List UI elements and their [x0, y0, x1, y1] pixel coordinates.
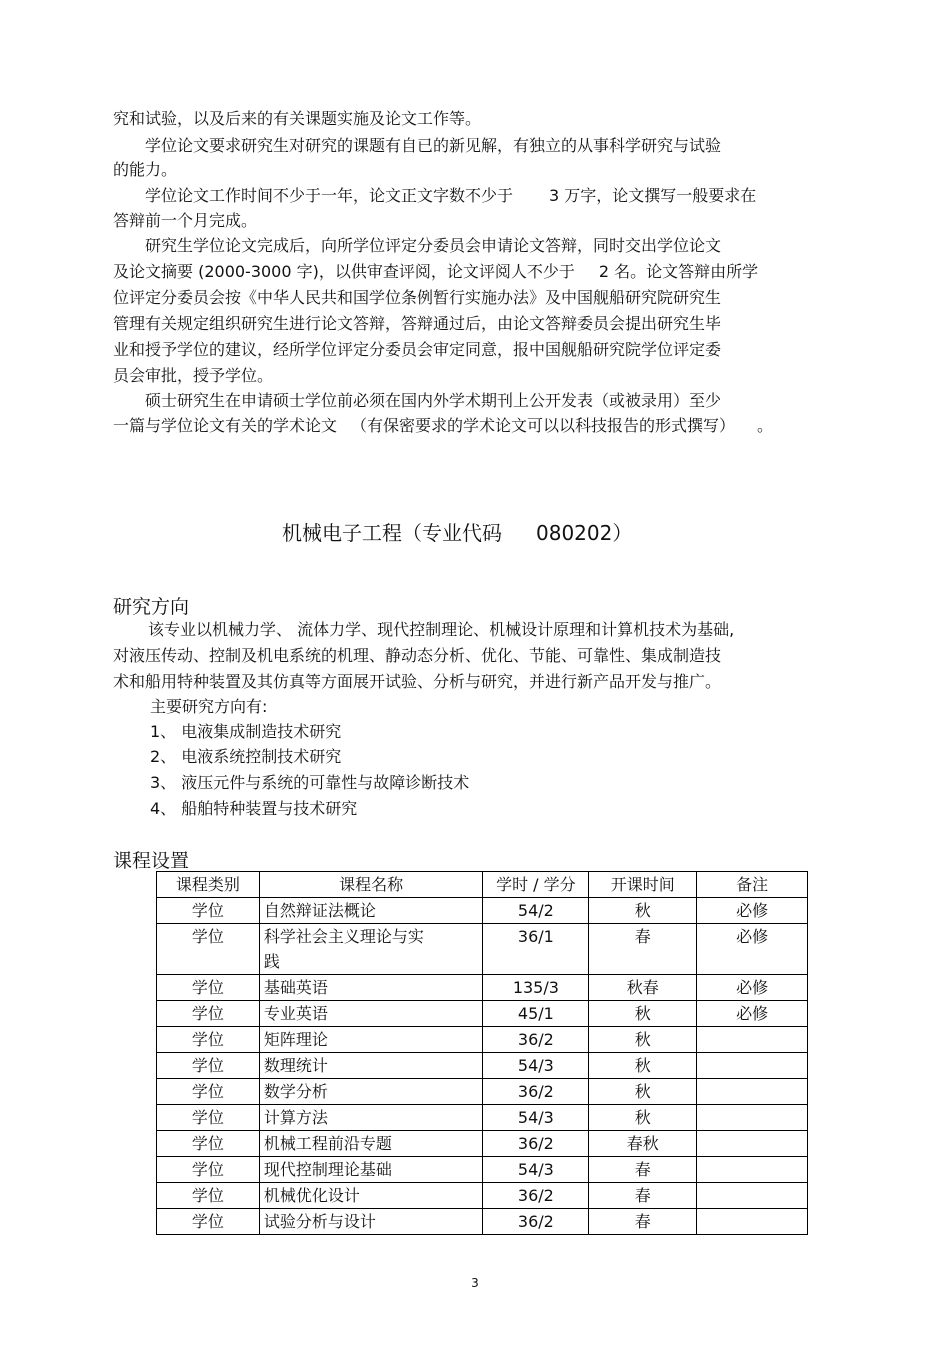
courses-heading: 课程设置: [113, 850, 190, 872]
intro-line-2: 学位论文要求研究生对研究的课题有自已的新见解，有独立的从事科学研究与试验: [145, 136, 722, 155]
table-row: [157, 1079, 808, 1105]
course-name: 自然辩证法概论: [259, 898, 483, 924]
course-term: 秋: [589, 898, 697, 924]
course-note: 必修: [697, 1001, 808, 1027]
table-row: [157, 1027, 808, 1053]
course-term: 秋春: [589, 975, 697, 1001]
section-title: [282, 517, 632, 546]
course-note: [697, 1209, 808, 1235]
course-note: [697, 949, 808, 975]
intro-line-5: 答辩前一个月完成。: [113, 211, 258, 230]
course-name: 计算方法: [259, 1105, 483, 1131]
course-note: [697, 1105, 808, 1131]
intro-line-10: 业和授予学位的建议，经所学位评定分委员会审定同意，报中国舰船研究院学位评定委: [113, 340, 722, 359]
course-note: 必修: [697, 898, 808, 924]
course-hours: 36/2: [483, 1079, 589, 1105]
table-row: [157, 1209, 808, 1235]
table-row: [157, 898, 808, 924]
table-header-row: [157, 872, 808, 898]
course-category: 学位: [157, 1001, 260, 1027]
course-hours: 36/2: [483, 1209, 589, 1235]
research-para-line-2: 对液压传动、控制及机电系统的机理、静动态分析、优化、节能、可靠性、集成制造技: [113, 646, 722, 665]
table-row: [157, 949, 808, 975]
course-category: 学位: [157, 1053, 260, 1079]
intro-line-7: [113, 262, 758, 282]
table-row: [157, 1001, 808, 1027]
course-term: 秋: [589, 1053, 697, 1079]
table-row: [157, 975, 808, 1001]
intro-line-9: 管理有关规定组织研究生进行论文答辩，答辩通过后，由论文答辩委员会提出研究生毕: [113, 314, 722, 333]
table-row: [157, 1105, 808, 1131]
course-note: [697, 1079, 808, 1105]
table-row: [157, 924, 808, 950]
course-note: [697, 1183, 808, 1209]
course-category: 学位: [157, 1131, 260, 1157]
table-row: [157, 1131, 808, 1157]
course-term: 秋: [589, 1105, 697, 1131]
intro-line-4: [145, 186, 756, 206]
course-term: 春: [589, 1157, 697, 1183]
intro-line-12: 硕士研究生在申请硕士学位前必须在国内外学术期刊上公开发表（或被录用）至少: [145, 391, 722, 410]
column-header: 备注: [697, 872, 808, 898]
course-name: 数学分析: [259, 1079, 483, 1105]
course-name: 试验分析与设计: [259, 1209, 483, 1235]
course-note: 必修: [697, 924, 808, 950]
intro-line-1: 究和试验，以及后来的有关课题实施及论文工作等。: [113, 109, 482, 128]
intro-line-4a: 学位论文工作时间不少于一年，论文正文字数不少于: [145, 186, 514, 205]
intro-line-13a: 一篇与学位论文有关的学术论文: [113, 416, 338, 435]
course-hours: 36/2: [483, 1183, 589, 1209]
intro-line-7a: 及论文摘要 (2000-3000 字)，以供审查评阅，论文评阅人不少于: [113, 262, 575, 281]
course-category: 学位: [157, 924, 260, 950]
intro-line-13b: （有保密要求的学术论文可以以科技报告的形式撰写）: [351, 416, 736, 435]
course-category: 学位: [157, 1209, 260, 1235]
course-term: 春: [589, 924, 697, 950]
section-title-text: 机械电子工程（专业代码: [282, 521, 502, 545]
section-title-code: 080202）: [536, 521, 633, 545]
table-row: [157, 1183, 808, 1209]
course-hours: 36/2: [483, 1027, 589, 1053]
research-main-label: 主要研究方向有:: [150, 697, 268, 716]
course-term: [589, 949, 697, 975]
page-number: 3: [471, 1276, 479, 1290]
column-header: 课程名称: [259, 872, 483, 898]
course-hours: 54/3: [483, 1105, 589, 1131]
course-category: [157, 949, 260, 975]
course-name: 机械优化设计: [259, 1183, 483, 1209]
course-name: 机械工程前沿专题: [259, 1131, 483, 1157]
course-term: 秋: [589, 1079, 697, 1105]
course-name: 数理统计: [259, 1053, 483, 1079]
intro-line-11: 员会审批，授予学位。: [113, 366, 274, 385]
intro-line-13c: 。: [757, 416, 774, 435]
course-category: 学位: [157, 1183, 260, 1209]
course-hours: 36/2: [483, 1131, 589, 1157]
research-para-line-3: 术和船用特种装置及其仿真等方面展开试验、分析与研究，并进行新产品开发与推广。: [113, 672, 722, 691]
course-hours: 54/3: [483, 1053, 589, 1079]
table-row: [157, 1053, 808, 1079]
course-name: 科学社会主义理论与实: [259, 924, 483, 950]
course-note: [697, 1157, 808, 1183]
course-note: 必修: [697, 975, 808, 1001]
intro-line-8: 位评定分委员会按《中华人民共和国学位条例暂行实施办法》及中国舰船研究院研究生: [113, 288, 722, 307]
research-item: 2、 电液系统控制技术研究: [150, 747, 342, 766]
column-header: 课程类别: [157, 872, 260, 898]
course-category: 学位: [157, 1157, 260, 1183]
course-hours: 36/1: [483, 924, 589, 950]
course-category: 学位: [157, 1079, 260, 1105]
course-term: 秋: [589, 1027, 697, 1053]
courses-table: [156, 871, 808, 1235]
intro-line-13: [113, 416, 773, 436]
course-hours: 135/3: [483, 975, 589, 1001]
course-category: 学位: [157, 1105, 260, 1131]
intro-line-3: 的能力。: [113, 160, 178, 179]
research-item: 3、 液压元件与系统的可靠性与故障诊断技术: [150, 773, 470, 792]
column-header: 学时 / 学分: [483, 872, 589, 898]
column-header: 开课时间: [589, 872, 697, 898]
course-term: 春秋: [589, 1131, 697, 1157]
course-hours: 54/3: [483, 1157, 589, 1183]
research-item: 4、 船舶特种装置与技术研究: [150, 799, 358, 818]
course-note: [697, 1053, 808, 1079]
course-note: [697, 1131, 808, 1157]
course-note: [697, 1027, 808, 1053]
research-heading: 研究方向: [113, 596, 190, 618]
table-row: [157, 1157, 808, 1183]
course-hours: 45/1: [483, 1001, 589, 1027]
course-name: 践: [259, 949, 483, 975]
intro-line-6: 研究生学位论文完成后，向所学位评定分委员会申请论文答辩，同时交出学位论文: [145, 236, 722, 255]
course-name: 现代控制理论基础: [259, 1157, 483, 1183]
course-name: 矩阵理论: [259, 1027, 483, 1053]
course-name: 专业英语: [259, 1001, 483, 1027]
course-category: 学位: [157, 1027, 260, 1053]
course-name: 基础英语: [259, 975, 483, 1001]
course-hours: 54/2: [483, 898, 589, 924]
course-term: 春: [589, 1209, 697, 1235]
course-term: 春: [589, 1183, 697, 1209]
course-hours: [483, 949, 589, 975]
intro-line-7b: 2 名。论文答辩由所学: [598, 262, 759, 281]
course-category: 学位: [157, 898, 260, 924]
course-category: 学位: [157, 975, 260, 1001]
intro-line-4b: 3 万字，论文撰写一般要求在: [549, 186, 757, 205]
research-item: 1、 电液集成制造技术研究: [150, 722, 342, 741]
research-para-line-1: 该专业以机械力学、 流体力学、现代控制理论、机械设计原理和计算机技术为基础,: [148, 620, 735, 639]
course-term: 秋: [589, 1001, 697, 1027]
